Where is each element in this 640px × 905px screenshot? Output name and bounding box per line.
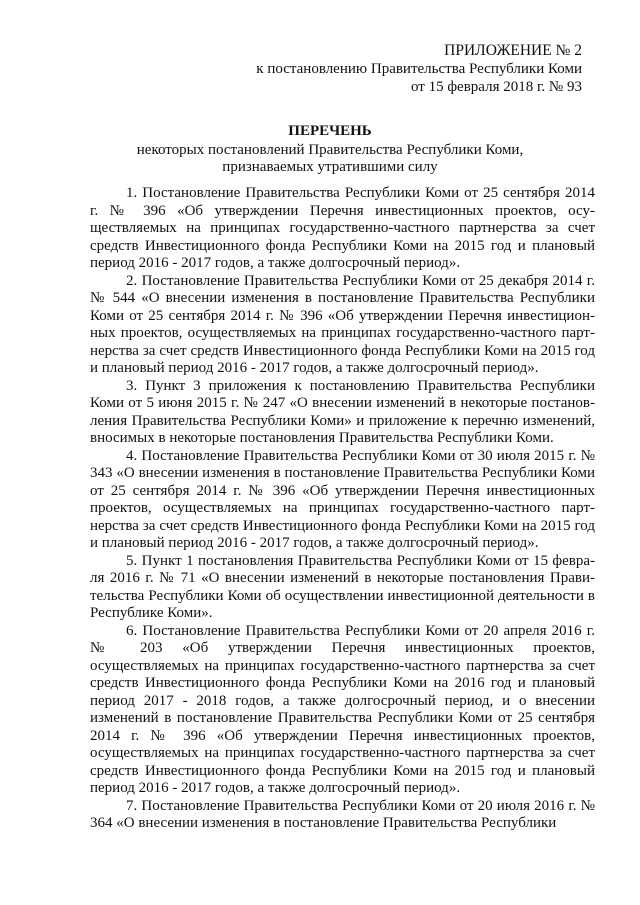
document-body <box>90 185 595 833</box>
appendix-block <box>256 42 582 96</box>
list-item-7: 7. Постановление Правительства Республики Коми от 20 июля 2016 г. № 364 «О внесении изменения в постановление Правительства Республики <box>90 797 595 831</box>
list-item-6: 6. Постановление Правительства Республики Коми от 20 апреля 2016 г. № 203 «Об утверждении Перечня инвестиционных проектов, осуществляемых на принципах государственно-частного партнерства за счет средств Инвестиционного фонда Республики Коми на 2016 год и плановый период 2017 - 2018 годов, а также долгосрочный период, и о внесении изменений в постановление Правительства Республики Коми от 25 сентября 2014 г. № 396 «Об утверждении Перечня инвестиционных проектов, осуществляемых на принципах государственно-частного партнерства за счет средств Инвестиционного фонда Республики Коми на 2015 год и плановый период 2016 - 2017 годов, а также долгосрочный период». <box>90 622 595 796</box>
list-item-1: 1. Постановление Правительства Республики Коми от 25 сентября 2014 г. № 396 «Об утверждении Перечня инвестиционных проектов, осуществляемых на принципах государственно-частного партнерства за счет средств Инвестиционного фонда Республики Коми на 2015 год и плановый период 2016 - 2017 годов, а также долгосрочный период». <box>90 185 595 271</box>
appendix-heading: ПРИЛОЖЕНИЕ № 2 <box>444 42 582 59</box>
document-subtitle-line2: признаваемых утратившими силу <box>222 159 438 175</box>
list-item-2: 2. Постановление Правительства Республики Коми от 25 декабря 2014 г. № 544 «О внесении изменения в постановление Правительства Республики Коми от 25 сентября 2014 г. № 396 «Об утверждении Перечня инвестиционных проектов, осуществляемых на принципах государственно-частного партнерства за счет средств Инвестиционного фонда Республики Коми на 2015 год и плановый период 2016 - 2017 годов, а также долгосрочный период». <box>90 272 595 376</box>
title-block <box>80 123 580 177</box>
document-subtitle-line1: некоторых постановлений Правительства Республики Коми, <box>136 141 524 158</box>
appendix-reference: к постановлению Правительства Республики Коми <box>256 61 582 77</box>
appendix-date: от 15 февраля 2018 г. № 93 <box>410 79 582 95</box>
list-item-4: 4. Постановление Правительства Республики Коми от 30 июля 2015 г. № 343 «О внесении изменения в постановление Правительства Республики Коми от 25 сентября 2014 г. № 396 «Об утверждении Перечня инвестиционных проектов, осуществляемых на принципах государственно-частного партнерства за счет средств Инвестиционного фонда Республики Коми на 2015 год и плановый период 2016 - 2017 годов, а также долгосрочный период». <box>90 447 595 551</box>
list-item-3: 3. Пункт 3 приложения к постановлению Правительства Республики Коми от 5 июня 2015 г. № 247 «О внесении изменений в некоторые постановления Правительства Республики Коми» и приложение к перечню изменений, вносимых в некоторые постановления Правительства Республики Коми. <box>90 377 595 446</box>
list-item-5: 5. Пункт 1 постановления Правительства Республики Коми от 15 февраля 2016 г. № 71 «О внесении изменений в некоторые постановления Правительства Республики Коми об осуществлении инвестиционной деятельности в Республике Коми». <box>90 552 595 621</box>
document-title: ПЕРЕЧЕНЬ <box>288 123 372 139</box>
